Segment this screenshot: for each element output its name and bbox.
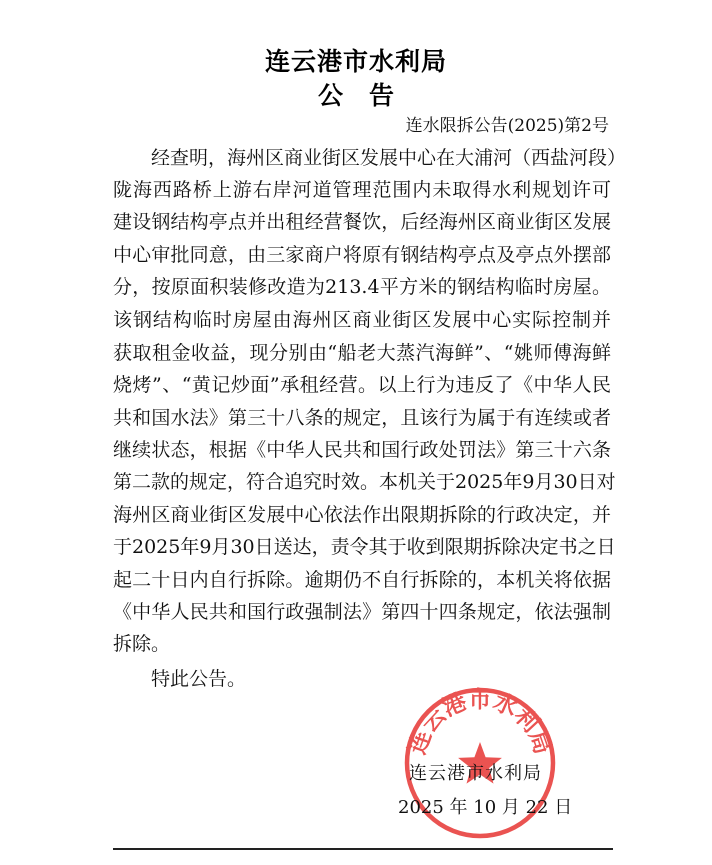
body-line: 获取租金收益，现分别由“船老大蒸汽海鲜”、“姚师傅海鲜: [113, 342, 611, 364]
body-line: 陇海西路桥上游右岸河道管理范围内未取得水利规划许可: [113, 179, 611, 201]
body-line: 第二款的规定，符合追究时效。本机关于2025年9月30日对: [113, 471, 616, 493]
signature-organization: 连云港市水利局: [409, 763, 542, 784]
body-line: 建设钢结构亭点并出租经营餐饮，后经海州区商业街区发展: [113, 211, 611, 233]
body-line: 海州区商业街区发展中心依法作出限期拆除的行政决定，并: [113, 504, 611, 526]
notice-heading: 公告: [317, 81, 420, 110]
body-line: 继续状态，根据《中华人民共和国行政处罚法》第三十六条: [113, 439, 611, 461]
document-number: 连水限拆公告(2025)第2号: [405, 116, 609, 136]
body-line: 烧烤”、“黄记炒面”承租经营。以上行为违反了《中华人民: [113, 374, 611, 396]
seal-text: 连云港市水利局: [403, 686, 557, 758]
closing-text: 特此公告。: [151, 668, 247, 690]
page-title: 连云港市水利局: [264, 47, 447, 76]
body-line: 于2025年9月30日送达，责令其于收到限期拆除决定书之日: [113, 536, 616, 558]
body-line: 拆除。: [113, 633, 171, 655]
body-line: 分，按原面积装修改造为213.4平方米的钢结构临时房屋。: [113, 276, 611, 298]
body-line: 该钢结构临时房屋由海州区商业街区发展中心实际控制并: [113, 309, 611, 331]
bottom-rule: [113, 848, 613, 850]
body-line: 中心审批同意，由三家商户将原有钢结构亭点及亭点外摆部: [113, 244, 611, 266]
body-line: 《中华人民共和国行政强制法》第四十四条规定，依法强制: [113, 601, 611, 623]
signature-date: 2025 年 10 月 22 日: [398, 797, 573, 818]
body-line: 共和国水法》第三十八条的规定，且该行为属于有连续或者: [113, 407, 611, 429]
body-line: 经查明，海州区商业街区发展中心在大浦河（西盐河段）: [151, 147, 627, 169]
body-line: 起二十日内自行拆除。逾期仍不自行拆除的，本机关将依据: [113, 569, 611, 591]
